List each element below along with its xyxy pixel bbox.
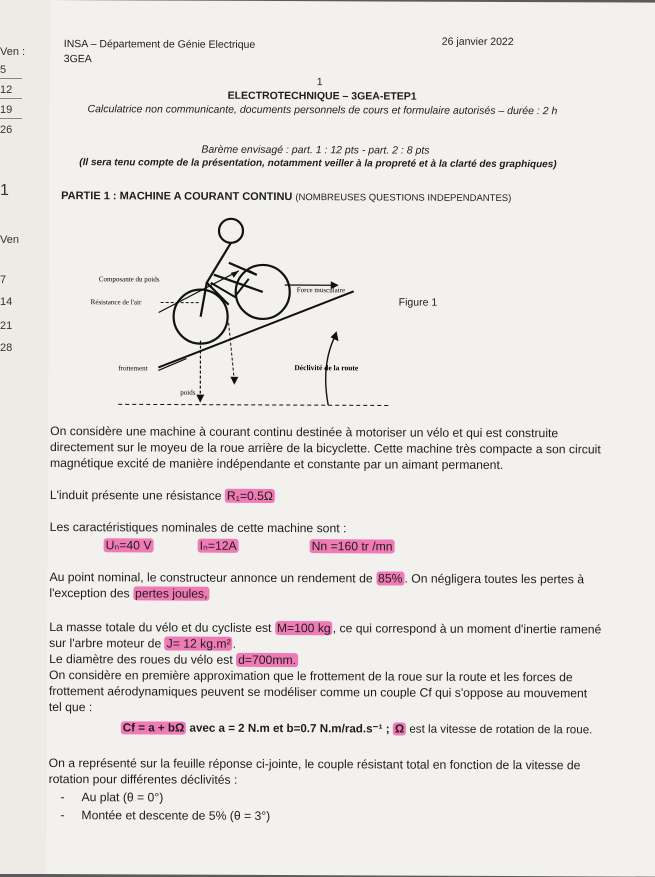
friction-formula: Cf = a + bΩ avec a = 2 N.m et b=0.7 N.m/rad.s⁻¹ ; Ω est la vitesse de rotation de la roue. — [121, 720, 593, 736]
paragraph-line: tel que : — [49, 700, 92, 714]
highlight-inertia: J= 12 kg.m² — [165, 637, 233, 651]
diameter-line: Le diamètre des roues du vélo est d=700mm. — [49, 652, 298, 667]
nominal-current: Iₙ=12A — [198, 539, 239, 553]
figure-1-bicycle-diagram — [88, 212, 419, 413]
calendar-line: 28 — [0, 342, 12, 354]
nominal-heading: Les caractéristiques nominales de cette machine sont : — [50, 520, 347, 535]
paragraph-line: On a représenté sur la feuille réponse ci-jointe, le couple résistant total en fonction de la vitesse de — [49, 756, 581, 772]
header-institution: INSA – Département de Génie Electrique — [64, 38, 256, 51]
exam-title: ELECTROTECHNIQUE – 3GEA-ETEP1 — [228, 90, 417, 103]
highlight-formula: Cf = a + bΩ — [121, 721, 187, 734]
calendar-line: Ven — [0, 234, 19, 246]
nominal-voltage: Uₙ=40 V — [104, 538, 154, 552]
presentation-notice: (Il sera tenu compte de la présentation, notamment veiller à la propreté et à la clarté des graphiques) — [79, 157, 556, 170]
label-poids: poids — [180, 389, 195, 397]
calendar-line: 12 — [0, 84, 12, 96]
part1-heading — [61, 190, 511, 204]
calendar-rule — [0, 98, 22, 99]
bullet-item: - Montée et descente de 5% (θ = 3°) — [60, 808, 270, 823]
paragraph-line: directement sur le moyeu de la roue arrière de la bicyclette. Cette machine très compacte a son circuit — [50, 440, 601, 456]
inertia-line: sur l'arbre moteur de J= 12 kg.m² . — [49, 636, 236, 651]
header-date: 26 janvier 2022 — [442, 36, 514, 48]
resistance-line: L'induit présente une résistance R₁=0.5Ω — [50, 488, 275, 503]
label-resistance-air: Résistance de l'air — [91, 298, 142, 306]
cyclist-head — [219, 219, 243, 243]
calendar-rule — [0, 118, 22, 119]
highlight-efficiency: 85% — [376, 571, 404, 585]
calendar-line: 19 — [0, 104, 12, 116]
horizontal-reference — [118, 404, 388, 405]
paragraph-line: On considère une machine à courant continu destinée à motoriser un vélo et qui est construite — [50, 424, 558, 440]
label-force-musculaire: Force musculaire — [297, 286, 345, 294]
calendar-line: 26 — [0, 124, 12, 136]
calendar-line: Ven : — [0, 46, 25, 58]
calendar-line: 1 — [0, 182, 9, 200]
label-frottement: frottement — [118, 364, 147, 372]
calendar-line: 7 — [0, 274, 6, 286]
calendar-line: 14 — [0, 296, 12, 308]
losses-line: l'exception des pertes joules, — [49, 586, 209, 601]
highlight-mass: M=100 kg — [275, 621, 333, 635]
paragraph-line: frottement aérodynamiques peuvent se modéliser comme un couple Cf qui s'oppose au mouvement — [49, 684, 587, 700]
highlight-joule-losses: pertes joules, — [133, 586, 210, 600]
part1-title-note: (NOMBREUSES QUESTIONS INDEPENDANTES) — [295, 192, 511, 204]
highlight-omega: Ω — [393, 723, 406, 736]
label-composante: Composante du poids — [99, 275, 160, 283]
highlight-r1: R₁=0.5Ω — [225, 489, 275, 503]
calendar-line: 21 — [0, 320, 12, 332]
header-year: 3GEA — [64, 53, 92, 65]
calendar-rule — [0, 78, 22, 79]
calendar-line: 5 — [0, 64, 6, 76]
adjacent-calendar-sheet — [0, 0, 52, 874]
figure-caption: Figure 1 — [399, 297, 438, 309]
bullet-item: - Au plat (θ = 0°) — [60, 790, 163, 804]
efficiency-line: Au point nominal, le constructeur annonce un rendement de 85% . On négligera toutes les pertes à — [49, 570, 584, 586]
cyclist-body — [201, 243, 263, 317]
paragraph-line: On considère en première approximation que le frottement de la roue sur la route et les forces de — [49, 668, 573, 684]
mass-line: La masse totale du vélo et du cycliste est M=100 kg , ce qui correspond à un moment d'inertie ramené — [49, 620, 601, 636]
exam-page — [46, 0, 655, 877]
frottement-arrow — [158, 358, 186, 370]
page-number: 1 — [50, 75, 590, 89]
label-declivite: Déclivité de la route — [294, 363, 359, 372]
exam-subtitle: Calculatrice non communicante, documents personnels de cours et formulaire autorisés – durée : 2 h — [87, 103, 557, 117]
paragraph-line: magnétique excité de manière indépendante et constante par un aimant permanent. — [50, 456, 503, 472]
highlight-diameter: d=700mm. — [236, 653, 298, 667]
part1-title: PARTIE 1 : MACHINE A COURANT CONTINU — [61, 190, 292, 203]
nominal-speed: Nn =160 tr /mn — [310, 539, 395, 553]
bareme: Barème envisagé : part. 1 : 12 pts - part. 2 : 8 pts — [201, 144, 429, 157]
paragraph-line: rotation pour différentes déclivités : — [49, 772, 238, 787]
